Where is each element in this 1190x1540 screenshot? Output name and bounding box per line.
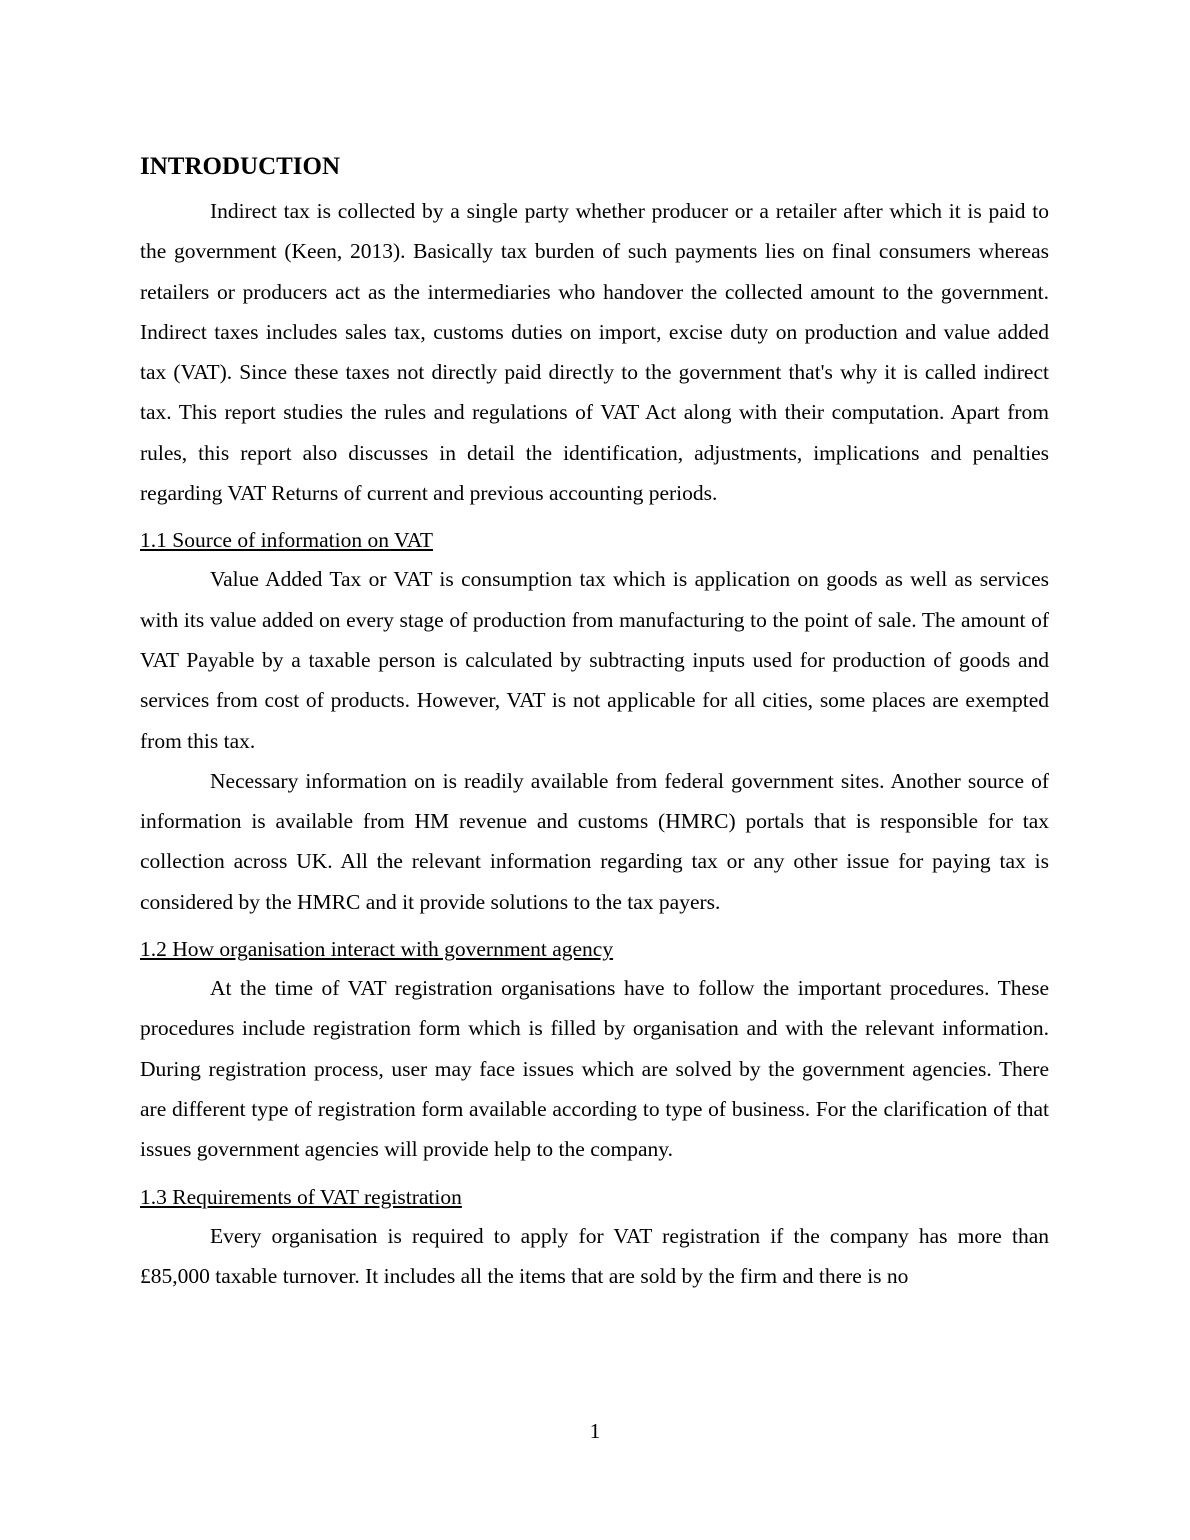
section-1-2-paragraph-1: At the time of VAT registration organisations have to follow the important procedures. These procedures include registration form which is filled by organisation and with the relevant information. During registration process, user may face issues which are solved by the government agencies. There are different type of registration form available according to type of business. For the clarification of that issues government agencies will provide help to the company. — [140, 976, 1049, 1162]
section-1-1-paragraph-2: Necessary information on is readily available from federal government sites. Another source of information is available from HM revenue and customs (HMRC) portals that is responsible for tax collection across UK. All the relevant information regarding tax or any other issue for paying tax is considered by the HMRC and it provide solutions to the tax payers. — [140, 768, 1049, 914]
intro-paragraph: Indirect tax is collected by a single party whether producer or a retailer after which it is paid to the government (Keen, 2013). Basically tax burden of such payments lies on final consumers whereas retailers or producers act as the intermediaries who handover the collected amount to the government. Indirect taxes includes sales tax, customs duties on import, excise duty on production and value added tax (VAT). Since these taxes not directly paid directly to the government that's why it is called indirect tax. This report studies the rules and regulations of VAT Act along with their computation. Apart from rules, this report also discusses in detail the identification, adjustments, implications and penalties regarding VAT Returns of current and previous accounting periods. — [140, 199, 1049, 506]
section-1-2-heading: 1.2 How organisation interact with government agency — [140, 937, 614, 962]
section-1-1-paragraph-1: Value Added Tax or VAT is consumption tax which is application on goods as well as services with its value added on every stage of production from manufacturing to the point of sale. The amount of VAT Payable by a taxable person is calculated by subtracting inputs used for production of goods and services from cost of products. However, VAT is not applicable for all cities, some places are exempted from this tax. — [140, 567, 1049, 753]
introduction-heading: INTRODUCTION — [140, 153, 341, 180]
page-number: 1 — [589, 1419, 601, 1443]
document-page — [140, 150, 1049, 1296]
section-1-1-heading: 1.1 Source of information on VAT — [140, 528, 434, 553]
section-1-3-heading: 1.3 Requirements of VAT registration — [140, 1184, 462, 1209]
section-1-3-paragraph-1: Every organisation is required to apply for VAT registration if the company has more than £85,000 taxable turnover. It includes all the items that are sold by the firm and there is no — [140, 1223, 1049, 1288]
